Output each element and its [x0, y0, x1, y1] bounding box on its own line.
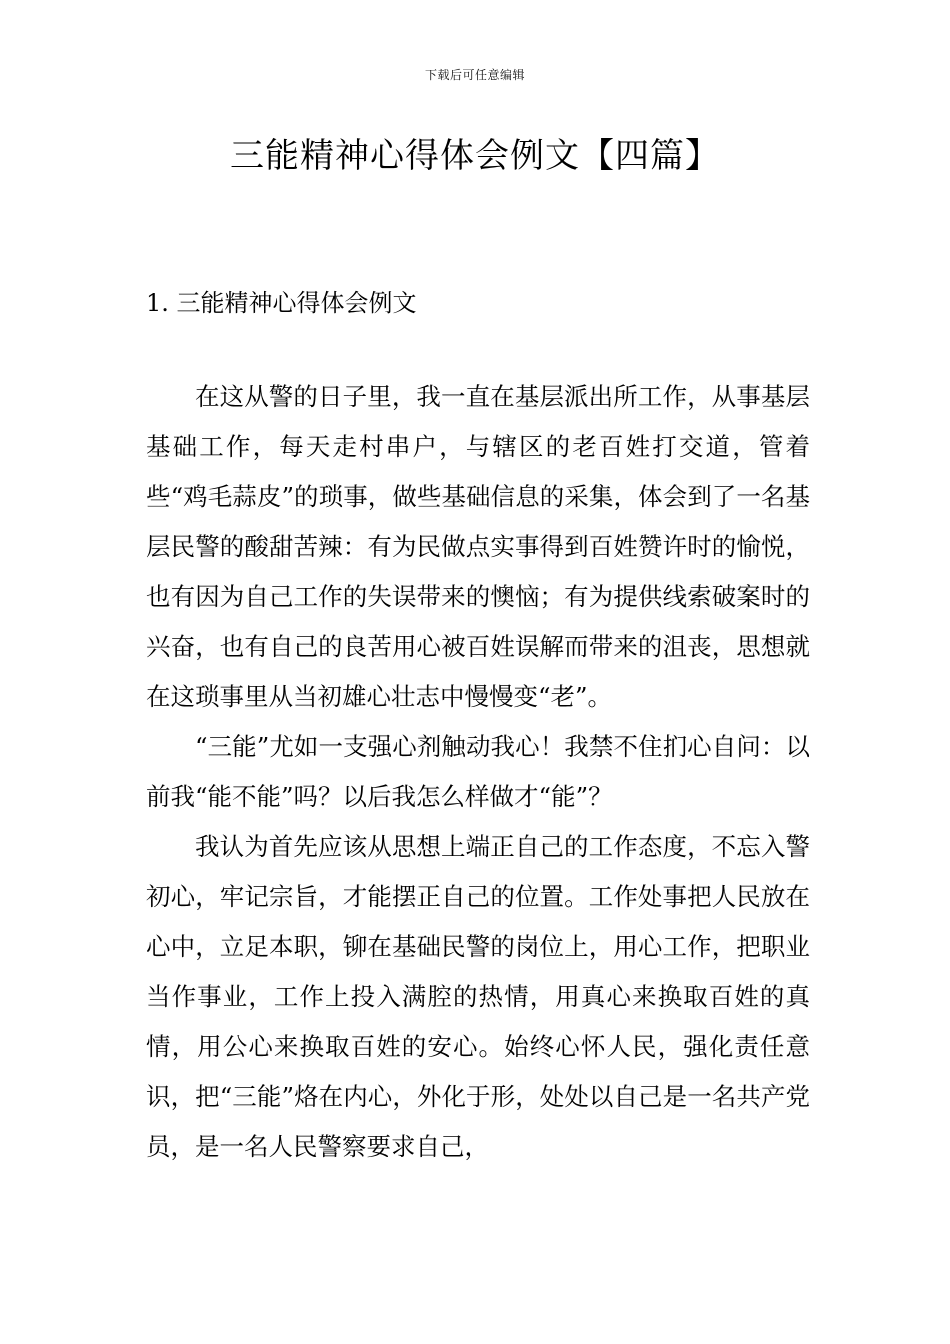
paragraph-3: 我认为首先应该从思想上端正自己的工作态度，不忘入警初心，牢记宗旨，才能摆正自己的位置。工作处事把人民放在心中，立足本职，铆在基础民警的岗位上，用心工作，把职业当作事业，工作上投入满腔的热情，用真心来换取百姓的真情，用公心来换取百姓的安心。始终心怀人民，强化责任意识，把“三能”烙在内心，外化于形，处处以自己是一名共产党员，是一名人民警察要求自己，	[146, 832, 810, 1161]
paragraph-1: 在这从警的日子里，我一直在基层派出所工作，从事基层基础工作，每天走村串户，与辖区的老百姓打交道，管着些“鸡毛蒜皮”的琐事，做些基础信息的采集，体会到了一名基层民警的酸甜苦辣：有为民做点实事得到百姓赞许时的愉悦，也有因为自己工作的失误带来的懊恼；有为提供线索破案时的兴奋，也有自己的良苦用心被百姓误解而带来的沮丧，思想就在这琐事里从当初雄心壮志中慢慢变“老”。	[146, 382, 810, 711]
section-heading: 1. 三能精神心得体会例文	[146, 289, 417, 317]
body-text	[146, 372, 810, 1172]
document-title: 三能精神心得体会例文【四篇】	[230, 136, 720, 176]
header-note: 下载后可任意编辑	[424, 68, 525, 82]
paragraph-2: “三能”尤如一支强心剂触动我心！我禁不住扪心自问：以前我“能不能”吗？以后我怎么样做才“能”？	[146, 732, 810, 811]
